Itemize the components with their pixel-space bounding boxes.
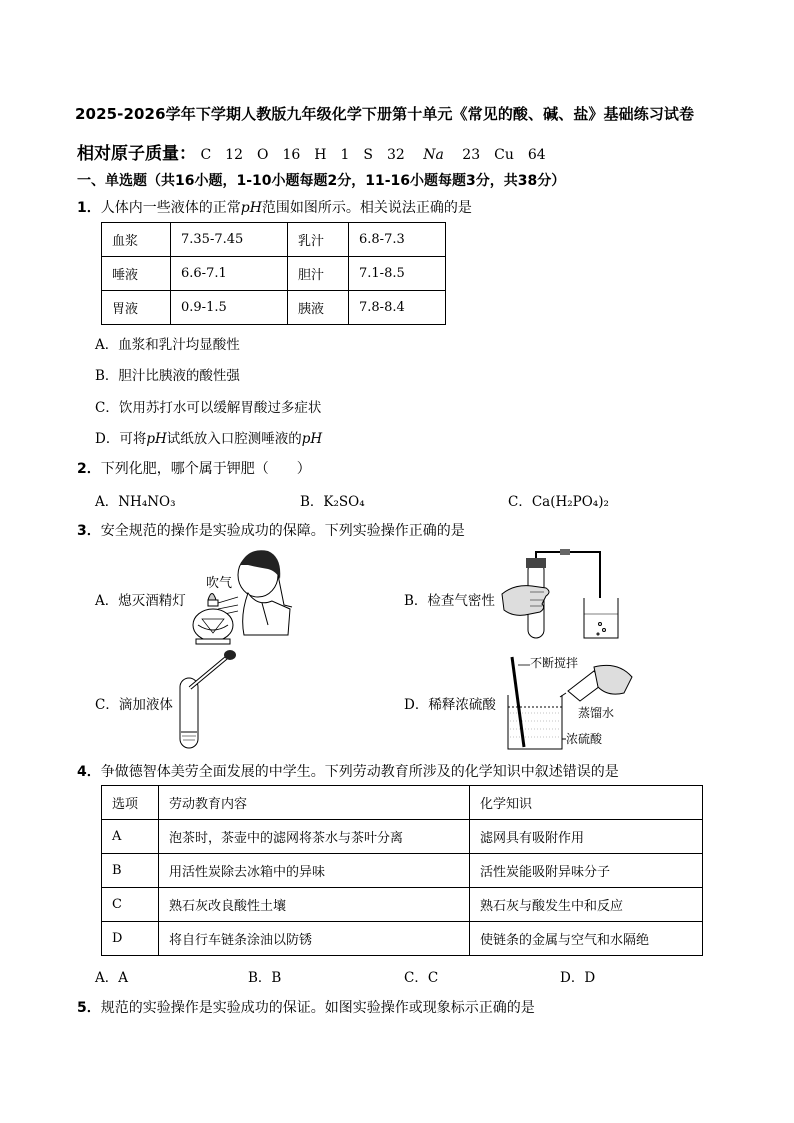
q4-option-d: D．D: [560, 970, 596, 986]
section-heading: 一、单选题（共16小题，1-10小题每题2分，11-16小题每题3分，共38分）: [77, 173, 566, 189]
q4-option-a: A．A: [95, 970, 128, 986]
table-row: [102, 257, 446, 291]
q2-stem: 下列化肥，哪个属于钾肥（ ）: [100, 461, 311, 477]
table-header: 选项: [102, 786, 159, 820]
q2-option-c: C．Ca(H₂PO₄)₂: [508, 494, 609, 510]
question-4-stem: [77, 761, 619, 781]
ph-symbol: pH: [240, 200, 262, 216]
q1-stem-b: 范围如图所示。相关说法正确的是: [261, 200, 472, 216]
atomic-mass-label: 相对原子质量：: [77, 144, 196, 164]
table-cell: 唾液: [102, 257, 171, 291]
table-cell: 活性炭能吸附异味分子: [470, 854, 703, 888]
q3-option-c: C．滴加液体: [95, 697, 173, 713]
q3-option-b: B．检查气密性: [404, 593, 495, 609]
page-title: 2025-2026学年下学期人教版九年级化学下册第十单元《常见的酸、碱、盐》基础练习试卷: [75, 105, 695, 123]
ph-symbol: pH: [301, 431, 323, 447]
q1-d-b: 试纸放入口腔测唾液的: [166, 431, 302, 447]
q1-stem-a: 人体内一些液体的正常: [100, 200, 241, 216]
table-cell: D: [102, 922, 159, 956]
atomic-mass-values: C 12 O 16 H 1 S 32: [200, 147, 419, 163]
question-5-stem: [77, 997, 535, 1017]
table-cell: 泡茶时，茶壶中的滤网将茶水与茶叶分离: [159, 820, 470, 854]
table-header: 劳动教育内容: [159, 786, 470, 820]
drop-liquid-figure: [170, 648, 240, 752]
table-row: [102, 291, 446, 325]
question-number: 4．: [77, 764, 101, 780]
q2-option-a: A．NH₄NO₃: [95, 494, 176, 510]
q5-stem: 规范的实验操作是实验成功的保证。如图实验操作或现象标示正确的是: [100, 1000, 535, 1016]
q4-table: [101, 785, 703, 956]
table-cell: 用活性炭除去冰箱中的异味: [159, 854, 470, 888]
q1-option-d: [95, 427, 322, 447]
question-3-stem: [77, 520, 465, 540]
q4-option-b: B．B: [248, 970, 282, 986]
table-row: [102, 854, 703, 888]
atomic-mass-rest: 23 Cu 64: [448, 147, 546, 163]
q1-option-c: C．饮用苏打水可以缓解胃酸过多症状: [95, 400, 322, 416]
q3-stem: 安全规范的操作是实验成功的保障。下列实验操作正确的是: [100, 523, 465, 539]
table-cell: 0.9-1.5: [171, 291, 288, 325]
q4-option-c: C．C: [404, 970, 439, 986]
question-number: 5．: [77, 1000, 101, 1016]
table-row: [102, 922, 703, 956]
table-cell: 将自行车链条涂油以防锈: [159, 922, 470, 956]
table-cell: 血浆: [102, 223, 171, 257]
table-cell: 7.35-7.45: [171, 223, 288, 257]
q1-option-b: B．胆汁比胰液的酸性强: [95, 368, 240, 384]
table-cell: 胰液: [288, 291, 349, 325]
table-cell: 7.8-8.4: [349, 291, 446, 325]
dilute-sulfuric-acid-figure: [500, 653, 650, 751]
table-cell: 熟石灰改良酸性土壤: [159, 888, 470, 922]
table-cell: 6.8-7.3: [349, 223, 446, 257]
ph-symbol: pH: [146, 431, 167, 447]
table-header: 化学知识: [470, 786, 703, 820]
table-header-row: [102, 786, 703, 820]
q1-ph-table: [101, 222, 446, 325]
q1-option-a: A．血浆和乳汁均显酸性: [95, 337, 240, 353]
table-row: [102, 223, 446, 257]
question-number: 1．: [77, 200, 101, 216]
fig-a-label: 吹气: [206, 576, 233, 591]
fig-d-label-acid: 浓硫酸: [566, 732, 603, 746]
table-cell: 6.6-7.1: [171, 257, 288, 291]
table-cell: 乳汁: [288, 223, 349, 257]
atomic-mass-na: Na: [423, 147, 444, 163]
table-cell: 滤网具有吸附作用: [470, 820, 703, 854]
question-1-stem: [77, 197, 472, 217]
table-cell: B: [102, 854, 159, 888]
question-2-stem: [77, 458, 311, 478]
q1-d-a: D．可将: [95, 431, 147, 447]
q2-option-b: B．K₂SO₄: [300, 494, 365, 510]
q3-option-a: A．熄灭酒精灯: [95, 593, 186, 609]
table-row: [102, 888, 703, 922]
table-cell: C: [102, 888, 159, 922]
table-cell: 7.1-8.5: [349, 257, 446, 291]
q4-stem: 争做德智体美劳全面发展的中学生。下列劳动教育所涉及的化学知识中叙述错误的是: [100, 764, 619, 780]
fig-d-label-water: 蒸馏水: [578, 706, 615, 720]
table-cell: 熟石灰与酸发生中和反应: [470, 888, 703, 922]
table-cell: A: [102, 820, 159, 854]
check-airtightness-figure: [500, 548, 630, 643]
table-cell: 胃液: [102, 291, 171, 325]
atomic-mass-line: [77, 139, 546, 164]
q3-option-d: D．稀释浓硫酸: [404, 697, 496, 713]
table-row: [102, 820, 703, 854]
table-cell: 使链条的金属与空气和水隔绝: [470, 922, 703, 956]
question-number: 3．: [77, 523, 101, 539]
table-cell: 胆汁: [288, 257, 349, 291]
blow-out-alcohol-lamp-figure: [188, 545, 298, 647]
fig-d-label-stir: 不断搅拌: [530, 656, 579, 670]
question-number: 2．: [77, 461, 101, 477]
